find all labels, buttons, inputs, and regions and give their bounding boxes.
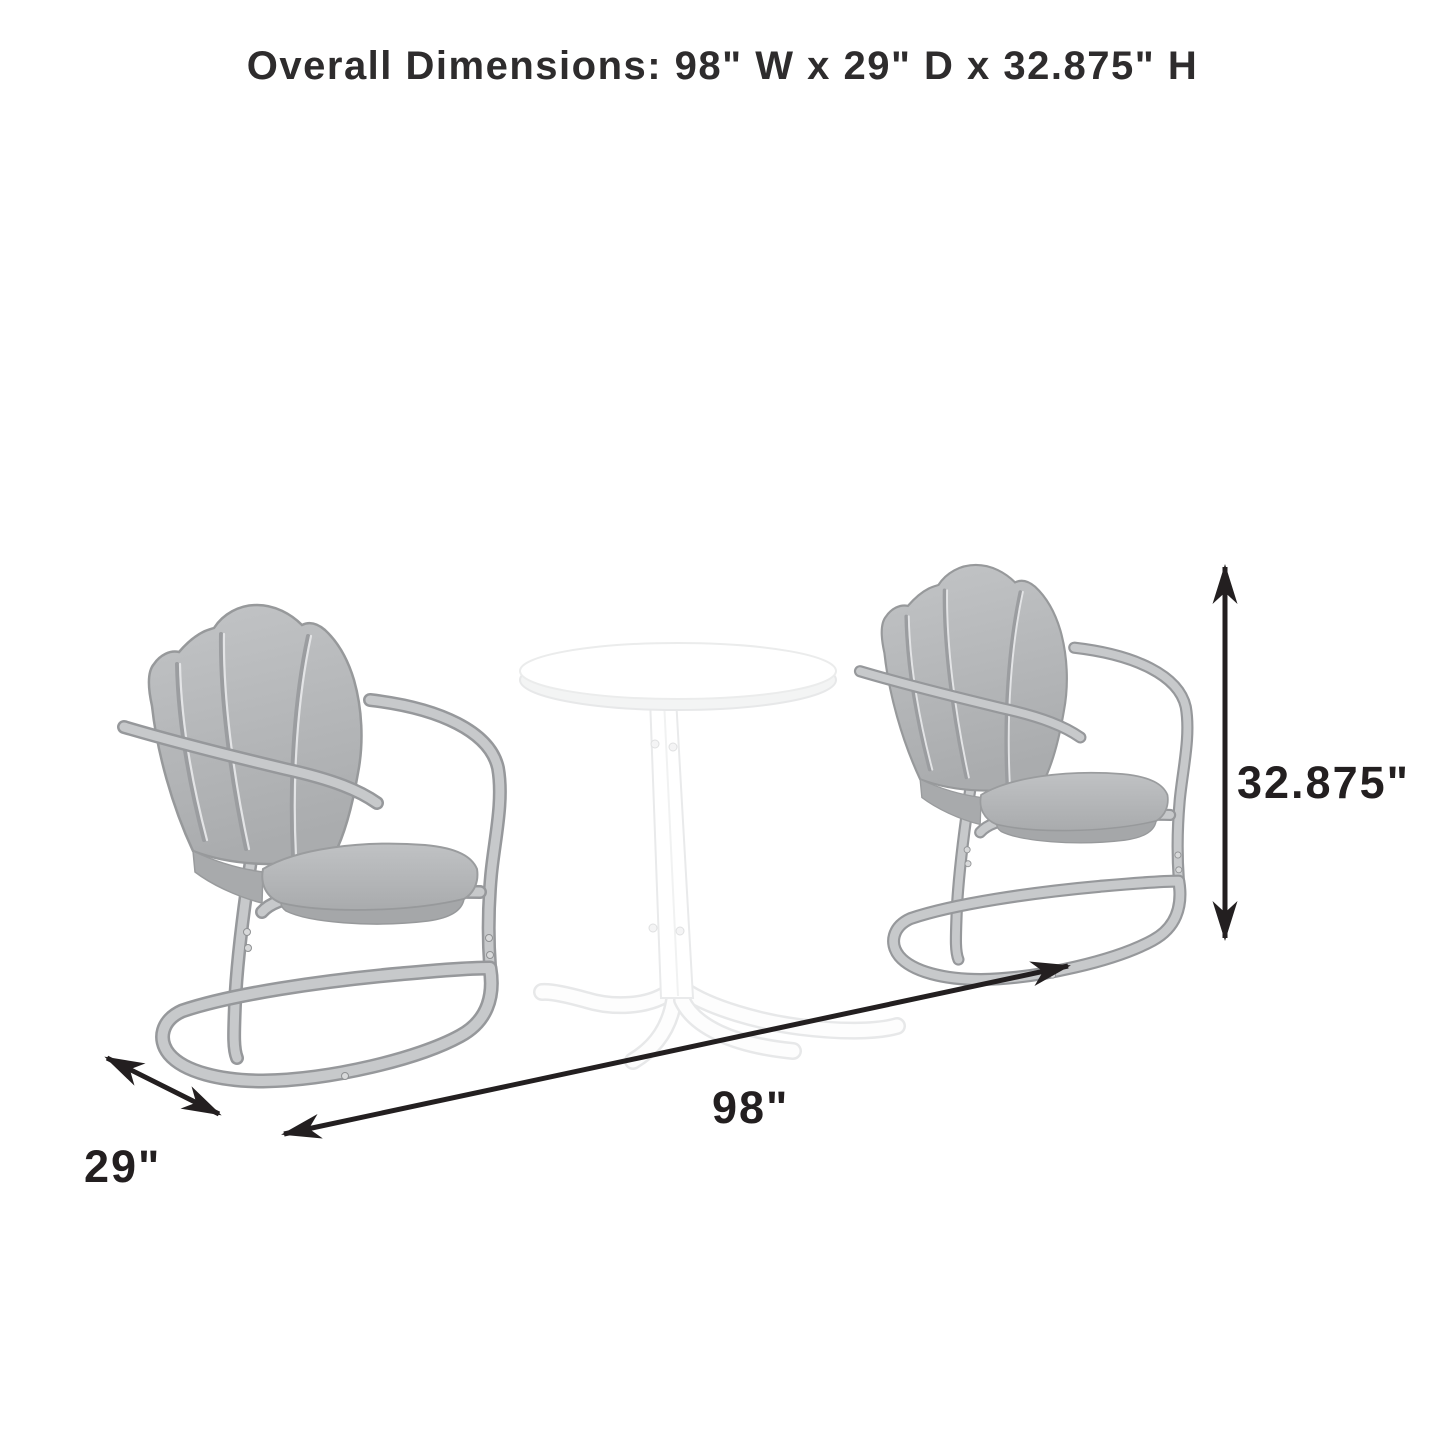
table-top: [520, 643, 836, 699]
retro-chair-right: [860, 565, 1187, 980]
bistro-table: [520, 643, 897, 1061]
page-title: Overall Dimensions: 98" W x 29" D x 32.875" H: [246, 44, 1199, 88]
depth-dimension-label: 29": [84, 1141, 162, 1192]
retro-chair-left: [124, 605, 500, 1081]
table-legs: [542, 990, 897, 1061]
width-dimension-label: 98": [712, 1082, 790, 1133]
height-dimension-label: 32.875": [1237, 757, 1410, 808]
